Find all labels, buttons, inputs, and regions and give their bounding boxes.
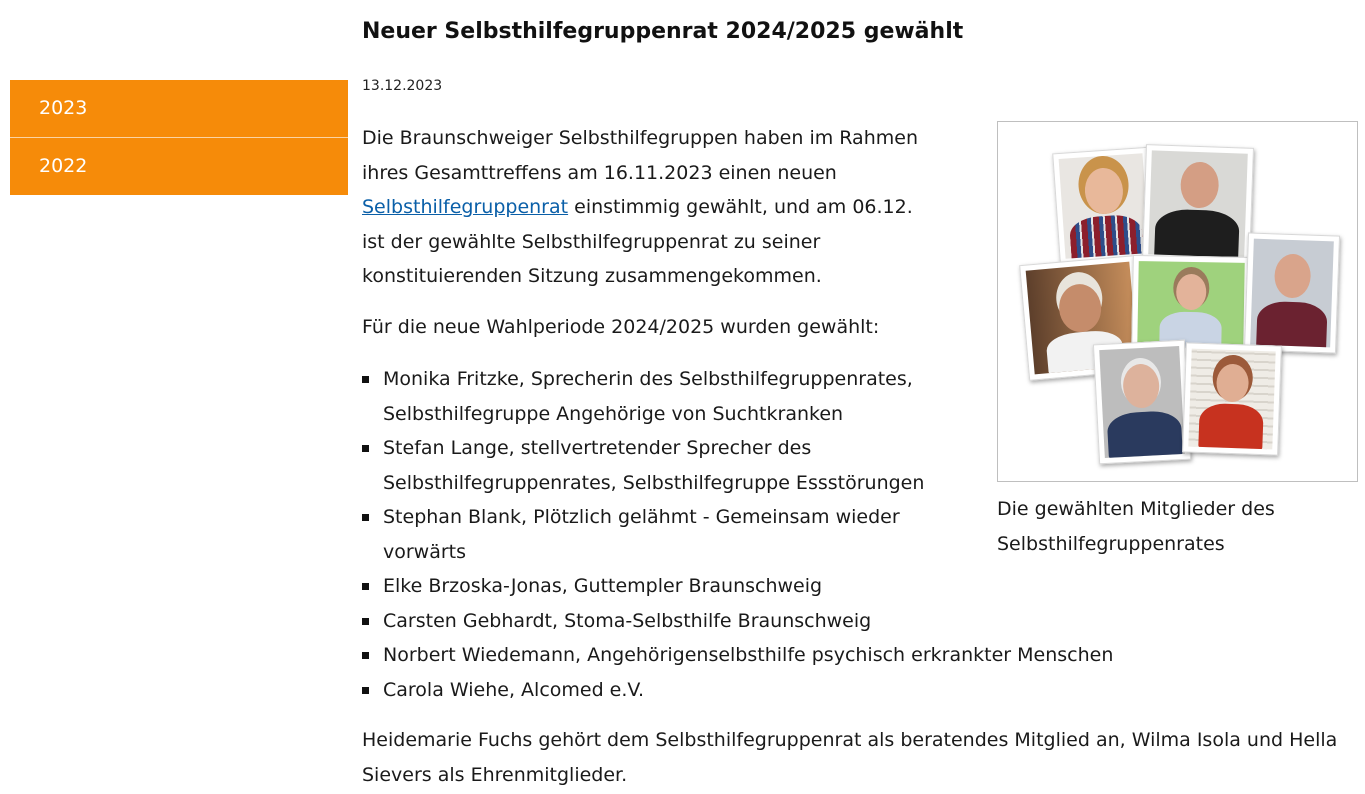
member-text: Elke Brzoska-Jonas, Guttempler Braunschweig	[383, 575, 823, 597]
bullet-icon	[362, 652, 369, 659]
member-text: Monika Fritzke, Sprecherin des Selbsthilfegruppenrates, Selbsthilfegruppe Angehörige von Suchtkranken	[383, 368, 913, 425]
member-photo	[1052, 147, 1156, 265]
members-photo-figure	[997, 121, 1358, 561]
bullet-icon	[362, 514, 369, 521]
list-item	[362, 569, 1122, 604]
bullet-icon	[362, 445, 369, 452]
intro-paragraph	[362, 121, 932, 294]
sidebar-item-2022[interactable]: 2022	[10, 138, 348, 195]
bullet-icon	[362, 376, 369, 383]
member-photo	[1093, 340, 1191, 465]
bullet-icon	[362, 618, 369, 625]
list-item	[362, 673, 1122, 708]
year-navigation	[10, 80, 348, 195]
member-text: Stephan Blank, Plötzlich gelähmt - Gemeinsam wieder vorwärts	[383, 506, 900, 563]
election-lead-text: Für die neue Wahlperiode 2024/2025 wurden gewählt:	[362, 316, 880, 338]
selbsthilfegruppenrat-link[interactable]: Selbsthilfegruppenrat	[362, 196, 569, 218]
member-photo	[1142, 144, 1254, 264]
bullet-icon	[362, 687, 369, 694]
member-text: Carola Wiehe, Alcomed e.V.	[383, 678, 644, 701]
article-date: 13.12.2023	[362, 78, 443, 94]
member-text: Stefan Lange, stellvertretender Sprecher des Selbsthilfegruppenrates, Selbsthilfegruppe Essstörungen	[383, 437, 925, 494]
list-item	[362, 638, 1122, 673]
photo-caption: Die gewählten Mitglieder des Selbsthilfegruppenrates	[997, 498, 1275, 555]
article-title: Neuer Selbsthilfegruppenrat 2024/2025 gewählt	[362, 19, 964, 44]
member-photo	[1131, 255, 1251, 355]
member-text: Norbert Wiedemann, Angehörigenselbsthilfe psychisch erkrankter Menschen	[383, 644, 1114, 666]
member-photo	[1182, 342, 1282, 455]
sidebar-item-2023[interactable]: 2023	[10, 80, 348, 138]
bullet-icon	[362, 583, 369, 590]
members-photo-collage[interactable]	[997, 121, 1358, 482]
closing-paragraph: Heidemarie Fuchs gehört dem Selbsthilfegruppenrat als beratendes Mitglied an, Wilma Isola und Hella Sievers als Ehrenmitglieder.	[362, 729, 1338, 786]
list-item	[362, 604, 1122, 639]
intro-text-start: Die Braunschweiger Selbsthilfegruppen haben im Rahmen ihres Gesamttreffens am 16.11.2023 einen neuen	[362, 127, 918, 184]
member-photo	[1244, 232, 1340, 353]
member-text: Carsten Gebhardt, Stoma-Selbsthilfe Braunschweig	[383, 609, 872, 632]
intro-text-end: einstimmig gewählt, und am 06.12. ist der gewählte Selbsthilfegruppenrat zu seiner konstituierenden Sitzung zusammengekommen.	[362, 196, 913, 287]
